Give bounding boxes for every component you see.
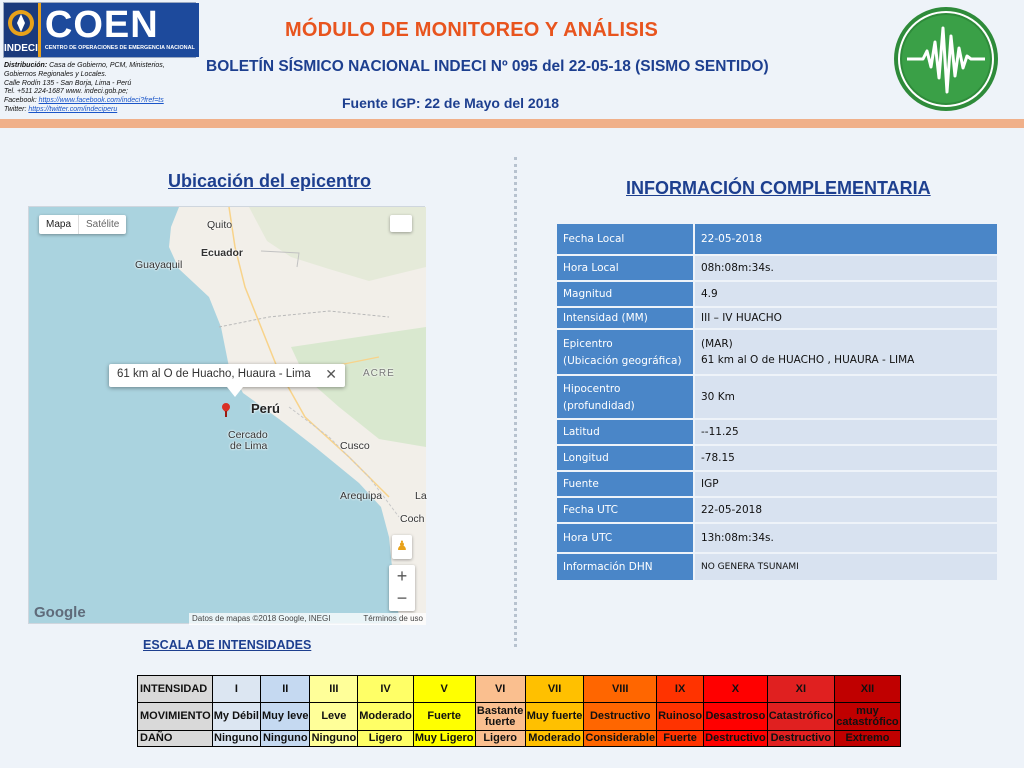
map-label-coch: Coch — [400, 513, 425, 525]
epicenter-info-bubble — [109, 364, 345, 387]
seismograph-emblem-icon — [893, 6, 999, 112]
info-key — [557, 472, 695, 496]
info-value-text: 13h:08m:34s. — [701, 532, 774, 544]
facebook-label: Facebook: — [4, 97, 37, 105]
info-value-text: 22-05-2018 — [701, 233, 763, 245]
map-label-quito: Quito — [207, 219, 233, 231]
intensity-scale-table — [137, 675, 901, 747]
header-divider — [0, 119, 1024, 128]
map-label-ecuador: Ecuador — [201, 247, 244, 259]
scale-cell: Bastante fuerte — [475, 703, 525, 731]
info-key — [557, 498, 695, 522]
info-key-text: Información DHN — [563, 561, 653, 573]
distribution-info — [4, 62, 189, 115]
info-row — [557, 330, 997, 374]
close-icon[interactable]: ✕ — [325, 366, 337, 382]
info-key — [557, 446, 695, 470]
scale-cell: XI — [767, 676, 834, 703]
indeci-logo — [4, 3, 38, 57]
coen-logo-title: COEN — [44, 4, 159, 46]
info-key-text: Intensidad (MM) — [563, 312, 648, 324]
info-key — [557, 524, 695, 552]
address: Calle Rodín 135 - San Borja, Lima - Perú — [4, 79, 132, 87]
indeci-logo-text: INDECI — [4, 43, 38, 54]
map-label-guayaquil: Guayaquil — [135, 259, 183, 271]
scale-row-label: MOVIMIENTO — [138, 703, 213, 731]
scale-cell: III — [310, 676, 358, 703]
info-key — [557, 256, 695, 280]
info-row — [557, 256, 997, 280]
map-label-arequipa: Arequipa — [340, 490, 383, 502]
zoom-in-button[interactable]: + — [396, 566, 408, 586]
scale-cell: Moderado — [525, 731, 584, 747]
info-key — [557, 308, 695, 328]
scale-cell: Ninguno — [212, 731, 260, 747]
map-label-la: La — [415, 490, 427, 502]
info-key-text: Fecha UTC — [563, 504, 618, 516]
info-value — [695, 472, 997, 496]
info-key — [557, 282, 695, 306]
pegman-icon[interactable]: ♟ — [392, 535, 412, 559]
scale-cell: Ligero — [358, 731, 414, 747]
bubble-tail — [227, 387, 243, 397]
scale-cell: Destructivo — [704, 731, 768, 747]
info-value — [695, 446, 997, 470]
map-land — [29, 207, 426, 625]
distribution-text: Casa de Gobierno, PCM, Ministerios, Gobiernos Regionales y Locales. — [4, 62, 165, 78]
info-row — [557, 224, 997, 254]
epicenter-bubble-text: 61 km al O de Huacho, Huaura - Lima — [117, 368, 311, 380]
info-value-text: 22-05-2018 — [701, 504, 763, 516]
scale-cell: Ninguno — [310, 731, 358, 747]
twitter-label: Twitter: — [4, 105, 27, 113]
scale-cell: Muy Ligero — [413, 731, 475, 747]
info-value — [695, 498, 997, 522]
epicenter-heading: Ubicación del epicentro — [168, 171, 372, 191]
info-key — [557, 224, 695, 254]
info-value-text: --11.25 — [701, 426, 739, 438]
column-divider — [514, 157, 517, 647]
scale-cell: X — [704, 676, 768, 703]
map-label-cusco: Cusco — [340, 440, 370, 452]
scale-cell: Catastrófico — [767, 703, 834, 731]
facebook-link[interactable]: https://www.facebook.com/indeci?fref=ts — [38, 97, 164, 105]
scale-cell: Fuerte — [657, 731, 704, 747]
scale-cell: Ninguno — [261, 731, 310, 747]
scale-cell: Ligero — [475, 731, 525, 747]
scale-cell: Extremo — [834, 731, 900, 747]
scale-cell: Leve — [310, 703, 358, 731]
info-table — [557, 222, 997, 582]
scale-row-levels — [138, 676, 901, 703]
scale-cell: Considerable — [584, 731, 657, 747]
info-row — [557, 472, 997, 496]
info-row — [557, 554, 997, 580]
scale-heading: ESCALA DE INTENSIDADES — [143, 638, 312, 652]
indeci-shield-icon — [6, 8, 36, 40]
info-value-text: 30 Km — [701, 391, 735, 403]
info-row — [557, 524, 997, 552]
info-value-subtext: 61 km al O de HUACHO , HUAURA - LIMA — [701, 354, 915, 366]
coen-logo — [3, 2, 196, 58]
info-key-text: Epicentro — [563, 337, 613, 350]
zoom-controls — [389, 565, 415, 611]
info-heading: INFORMACIÓN COMPLEMENTARIA — [626, 178, 931, 198]
info-value-text: IGP — [701, 478, 719, 490]
info-value-text: 08h:08m:34s. — [701, 262, 774, 274]
scale-cell: VII — [525, 676, 584, 703]
coen-logo-text — [38, 3, 199, 57]
info-key-subtext: (Ubicación geográfica) — [563, 354, 682, 367]
info-key-text: Magnitud — [563, 288, 613, 300]
scale-row-damage — [138, 731, 901, 747]
info-key — [557, 330, 695, 374]
info-row — [557, 420, 997, 444]
info-row — [557, 446, 997, 470]
scale-cell: Muy leve — [261, 703, 310, 731]
map-label-peru: Perú — [251, 401, 280, 416]
info-value — [695, 308, 997, 328]
scale-cell: Moderado — [358, 703, 414, 731]
info-key-text: Hora UTC — [563, 532, 613, 544]
info-key — [557, 554, 695, 580]
scale-cell: VI — [475, 676, 525, 703]
info-value — [695, 282, 997, 306]
page-title: MÓDULO DE MONITOREO Y ANÁLISIS — [285, 19, 659, 41]
map-attribution-text: Datos de mapas ©2018 Google, INEGI — [192, 614, 331, 623]
info-key-text: Hora Local — [563, 262, 619, 274]
epicenter-map[interactable] — [28, 206, 425, 624]
info-key-text: Longitud — [563, 452, 609, 464]
twitter-link[interactable]: https://twitter.com/indeciperu — [28, 105, 118, 113]
scale-cell: VIII — [584, 676, 657, 703]
scale-cell: Muy fuerte — [525, 703, 584, 731]
map-label-cercado: Cercado — [228, 429, 268, 441]
coen-logo-subtitle: CENTRO DE OPERACIONES DE EMERGENCIA NACIONAL — [44, 45, 195, 51]
scale-row-label: DAÑO — [138, 731, 213, 747]
map-label-de-lima: de Lima — [230, 440, 268, 452]
zoom-out-button[interactable]: − — [396, 588, 408, 608]
scale-cell: XII — [834, 676, 900, 703]
info-row — [557, 498, 997, 522]
info-value-text: NO GENERA TSUNAMI — [701, 562, 799, 572]
info-value-text: -78.15 — [701, 452, 735, 464]
fullscreen-button[interactable] — [390, 215, 412, 232]
map-type-tabs — [39, 215, 126, 234]
info-key-text: Latitud — [563, 426, 600, 438]
info-value — [695, 524, 997, 552]
epicenter-marker-stem — [225, 411, 227, 417]
phone: Tel. +511 224-1687 www. indeci.gob.pe; — [4, 88, 128, 96]
info-value — [695, 420, 997, 444]
map-label-acre: ACRE — [363, 368, 395, 379]
info-key-text: Fuente — [563, 478, 599, 490]
map-attribution — [189, 613, 426, 625]
google-logo: Google — [34, 604, 86, 621]
info-value — [695, 376, 997, 418]
scale-cell: Destructivo — [584, 703, 657, 731]
info-row — [557, 308, 997, 328]
scale-row-label: INTENSIDAD — [138, 676, 213, 703]
info-value-text: (MAR) — [701, 338, 733, 350]
scale-cell: V — [413, 676, 475, 703]
scale-cell: Ruinoso — [657, 703, 704, 731]
map-terms-link[interactable]: Términos de uso — [363, 614, 423, 623]
scale-cell: Desastroso — [704, 703, 768, 731]
distribution-label: Distribución: — [4, 62, 48, 69]
scale-row-movement — [138, 703, 901, 731]
info-value-text: III – IV HUACHO — [701, 312, 782, 324]
tab-satellite[interactable]: Satélite — [78, 215, 126, 234]
info-key — [557, 420, 695, 444]
info-value — [695, 224, 997, 254]
scale-cell: IV — [358, 676, 414, 703]
info-value — [695, 256, 997, 280]
tab-map[interactable]: Mapa — [46, 219, 72, 230]
info-key — [557, 376, 695, 418]
scale-cell: muy catastrófico — [834, 703, 900, 731]
info-value — [695, 554, 997, 580]
info-row — [557, 376, 997, 418]
info-row — [557, 282, 997, 306]
info-value-text: 4.9 — [701, 288, 718, 300]
scale-cell: IX — [657, 676, 704, 703]
source-date: Fuente IGP: 22 de Mayo del 2018 — [342, 95, 560, 111]
info-key-subtext: (profundidad) — [563, 399, 635, 412]
scale-cell: Fuerte — [413, 703, 475, 731]
info-key-text: Fecha Local — [563, 233, 625, 245]
bulletin-subtitle: BOLETÍN SÍSMICO NACIONAL INDECI Nº 095 del 22-05-18 (SISMO SENTIDO) — [206, 58, 769, 75]
scale-cell: Destructivo — [767, 731, 834, 747]
info-value — [695, 330, 997, 374]
info-key-text: Hipocentro — [563, 382, 621, 395]
scale-cell: My Débil — [212, 703, 260, 731]
scale-cell: II — [261, 676, 310, 703]
scale-cell: I — [212, 676, 260, 703]
